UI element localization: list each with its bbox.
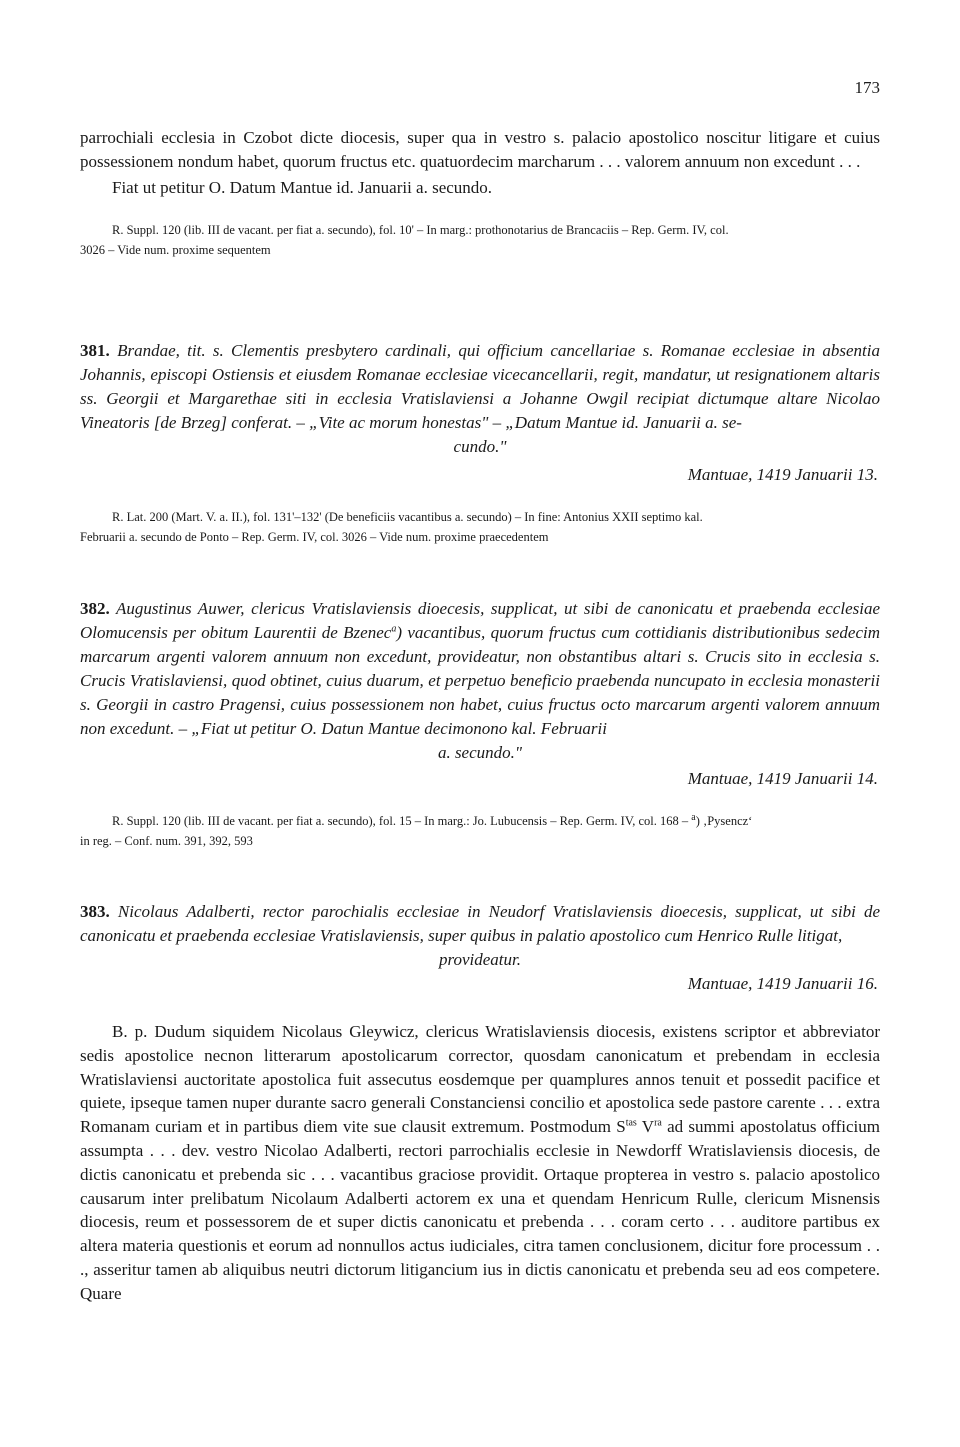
entry-text-end: provideatur. bbox=[438, 950, 521, 969]
footnote-mark: a bbox=[391, 623, 397, 635]
note-line: in reg. – Conf. num. 391, 392, 593 bbox=[80, 834, 253, 848]
superscript: ra bbox=[654, 1117, 662, 1129]
entry-number: 382. bbox=[80, 599, 110, 618]
continuation-source-note bbox=[80, 220, 880, 260]
note-line: 3026 – Vide num. proxime sequentem bbox=[80, 243, 271, 258]
main-text-block bbox=[80, 1020, 880, 1306]
note-line: R. Lat. 200 (Mart. V. a. II.), fol. 131'–132' (De beneficiis vacantibus a. secundo) – In fine: Antonius XXII septimo kal. bbox=[112, 510, 703, 524]
entry-summary bbox=[80, 339, 880, 459]
entry-date: Mantuae, 1419 Januarii 14. bbox=[687, 769, 878, 788]
footnote-mark: a bbox=[691, 811, 696, 823]
entry-text: Nicolaus Adalberti, rector parochialis ecclesiae in Neudorf Vratislaviensis dioecesis, supplicat, ut sibi de canonicatu et praebenda ecclesiae Vratislaviensis, super quibus in palatio apostolico cum Henrico Rulle litigat, bbox=[80, 902, 881, 945]
superscript: tas bbox=[625, 1117, 637, 1129]
entry-summary bbox=[80, 597, 880, 765]
entry-text-end: a. secundo." bbox=[437, 743, 523, 762]
entry-number: 383. bbox=[80, 902, 110, 921]
note-line: R. Suppl. 120 (lib. III de vacant. per fiat a. secundo), fol. 15 – In marg.: Jo. Lubucensis – Rep. Germ. IV, col. 168 – $^a$) ‚Pysencz‘ bbox=[112, 811, 753, 828]
entry-summary bbox=[80, 900, 880, 972]
continuation-block bbox=[80, 126, 880, 260]
note-line: R. Suppl. 120 (lib. III de vacant. per fiat a. secundo), fol. 10' – In marg.: prothonotarius de Brancaciis – Rep. Germ. IV, col. bbox=[112, 223, 729, 238]
entry-383 bbox=[80, 900, 880, 996]
entry-text: Augustinus Auwer, clericus Vratislaviensis dioecesis, supplicat, ut sibi de canonicatu et praebenda ecclesiae Olomucensis per obitum Laurentii de Bzenec bbox=[80, 599, 880, 642]
entry-date: Mantuae, 1419 Januarii 13. bbox=[687, 465, 878, 484]
continuation-paragraph: parrochiali ecclesia in Czobot dicte diocesis, super qua in vestro s. palacio apostolico noscitur litigare et cuius possessionem nondum habet, quorum fructus etc. quatuordecim marcharum . . . valorem annuum non excedunt . . . bbox=[80, 128, 880, 171]
continuation-closing: Fiat ut petitur O. Datum Mantue id. Januarii a. secundo. bbox=[112, 177, 493, 197]
main-paragraph: B. p. Dudum siquidem Nicolaus Gleywicz, clericus Wratislaviensis diocesis, existens scriptor et abbreviator sedis apostolice necnon litterarum apostolicarum corrector, quosdam canonicatum et prebendam in ecclesia Wratislaviensi auctoritate apostolica fuit assecutus eosdemque per quamplures annos tenuit et possedit pacifice et quiete, ipseque tamen nuper durante sacro generali Constanciensi concilio et apostolica sede pastore carente . . . extra Romanam curiam et in partibus diem vite sue clausit extremum. Postmodum $S^{tas}$ $V^{ra}$ ad summi apostolatus officium assumpta . . . dev. vestro Nicolao Adalberti, rectori parrochialis ecclesie in Newdorff Wratislaviensis diocesis, de dictis canonicatu et prebenda sic . . . vacantibus graciose providit. Ortaque propterea in vestro s. palacio apostolico causarum inter prelibatum Nicolaum Adalberti actorem ex una et quendam Henricum Rulle, clericum Misnensis diocesis, reum et possessorem de et super dictis canonicatu et prebenda . . . coram certo . . . auditore partibus ex altera materia questionis et eorum ad nonnullos actus iudiciales, citra tamen conclusionem, dicitur fore processum . . ., asseritur tamen ab aliquibus neutri dictorum litigancium ius in dictis canonicatu et prebenda seu ad eos competere. Quare bbox=[80, 1022, 880, 1303]
entry-date: Mantuae, 1419 Januarii 16. bbox=[687, 974, 878, 993]
entry-381 bbox=[80, 339, 880, 547]
entry-text: ) vacantibus, quorum fructus cum cottidianis distributionibus sedecim marcarum argenti valorem annuum non excedunt, provideatur, non obstantibus altari s. Crucis sito in ecclesia s. Crucis Vratislaviensi, quod obtinet, cuius duarum, et perpetuo beneficio praebenda nuncupato in ecclesia monasterii s. Georgii in castro Pragensi, cuius possessionem non habet, cuius fructus octo marcarum argenti valorem annuum non excedunt. – „Fiat ut petitur O. Datun Mantue decimonono kal. Februarii bbox=[80, 623, 880, 738]
page-number: 173 bbox=[854, 78, 880, 97]
entry-text: Brandae, tit. s. Clementis presbytero cardinali, qui officium cancellariae s. Romanae ecclesiae in absentia Johannis, episcopi Ostiensis et eiusdem Romanae ecclesiae vicecancellarii, regit, mandatur, ut resignationem altaris ss. Georgii et Margarethae siti in ecclesia Vratislaviensi a Johanne Owgil recipiat dictumque altare Nicolao Vineatoris [de Brzeg] conferat. – „Vite ac morum honestas" – „Datum Mantue id. Januarii a. se- bbox=[80, 341, 880, 432]
entry-number: 381. bbox=[80, 341, 110, 360]
entry-source-note bbox=[80, 507, 880, 547]
entry-382 bbox=[80, 597, 880, 851]
note-line: Februarii a. secundo de Ponto – Rep. Germ. IV, col. 3026 – Vide num. proxime praecedentem bbox=[80, 530, 549, 544]
entry-text-end: cundo." bbox=[453, 437, 507, 456]
entry-source-note bbox=[80, 811, 880, 851]
